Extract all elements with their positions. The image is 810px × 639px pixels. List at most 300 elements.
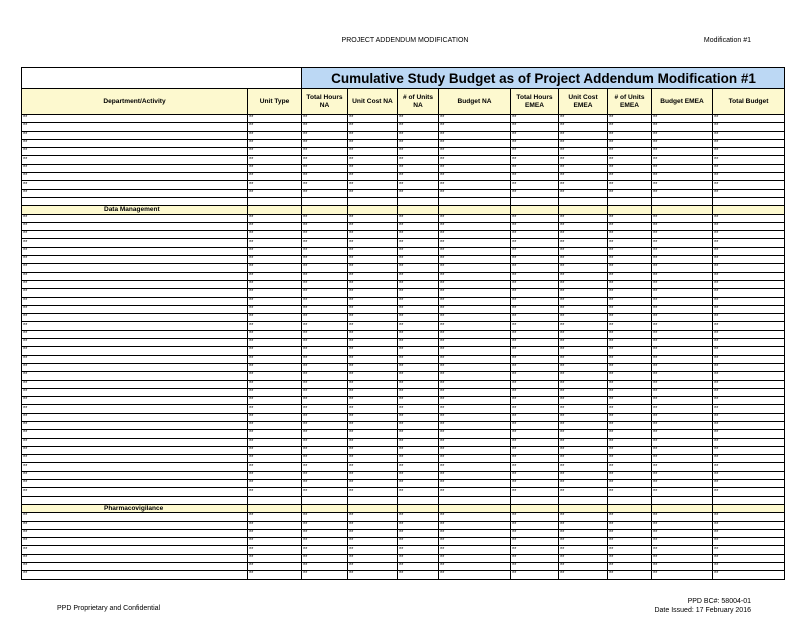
table-cell: **: [248, 372, 302, 380]
table-cell: **: [22, 413, 248, 421]
table-cell: **: [22, 247, 248, 255]
empty-cell: [248, 496, 302, 504]
table-cell: **: [652, 413, 713, 421]
table-cell: **: [22, 455, 248, 463]
table-cell: **: [248, 131, 302, 139]
table-cell: **: [22, 471, 248, 479]
table-row: [22, 247, 785, 255]
section-cell: [608, 504, 652, 512]
table-cell: **: [713, 430, 785, 438]
table-row: [22, 289, 785, 297]
table-cell: **: [248, 388, 302, 396]
table-cell: **: [439, 289, 511, 297]
table-row: [22, 297, 785, 305]
table-cell: **: [22, 397, 248, 405]
table-cell: **: [713, 446, 785, 454]
table-cell: **: [559, 480, 608, 488]
table-cell: **: [348, 397, 398, 405]
table-cell: **: [248, 513, 302, 521]
table-cell: **: [22, 438, 248, 446]
table-cell: **: [22, 231, 248, 239]
table-cell: **: [713, 421, 785, 429]
table-cell: **: [398, 131, 439, 139]
separator-row: [22, 496, 785, 504]
table-row: [22, 156, 785, 164]
table-cell: **: [398, 272, 439, 280]
table-cell: **: [608, 189, 652, 197]
table-cell: **: [302, 380, 348, 388]
table-cell: **: [22, 488, 248, 496]
table-cell: **: [713, 438, 785, 446]
table-cell: **: [348, 139, 398, 147]
table-cell: **: [22, 156, 248, 164]
table-cell: **: [439, 521, 511, 529]
table-cell: **: [608, 231, 652, 239]
table-cell: **: [398, 314, 439, 322]
table-cell: **: [559, 339, 608, 347]
table-cell: **: [439, 430, 511, 438]
table-cell: **: [439, 372, 511, 380]
table-cell: **: [248, 297, 302, 305]
budget-table: [21, 67, 785, 580]
table-row: [22, 380, 785, 388]
table-cell: **: [22, 314, 248, 322]
table-cell: **: [511, 513, 559, 521]
section-cell: [559, 504, 608, 512]
table-row: [22, 397, 785, 405]
table-cell: **: [559, 521, 608, 529]
table-cell: **: [608, 115, 652, 123]
table-cell: **: [559, 347, 608, 355]
table-cell: **: [511, 563, 559, 571]
table-cell: **: [398, 339, 439, 347]
table-title-row: [22, 68, 785, 89]
table-cell: **: [22, 181, 248, 189]
table-cell: **: [511, 471, 559, 479]
table-cell: **: [348, 181, 398, 189]
table-cell: **: [248, 363, 302, 371]
table-cell: **: [398, 455, 439, 463]
table-cell: **: [559, 421, 608, 429]
table-cell: **: [559, 405, 608, 413]
table-cell: **: [713, 513, 785, 521]
table-row: [22, 115, 785, 123]
table-cell: **: [652, 380, 713, 388]
table-cell: **: [348, 446, 398, 454]
table-cell: **: [713, 322, 785, 330]
table-row: [22, 538, 785, 546]
table-cell: **: [302, 297, 348, 305]
table-row: [22, 372, 785, 380]
table-cell: **: [511, 455, 559, 463]
section-cell: [398, 206, 439, 214]
table-cell: **: [608, 355, 652, 363]
table-cell: **: [248, 239, 302, 247]
table-cell: **: [559, 463, 608, 471]
table-cell: **: [608, 314, 652, 322]
table-cell: **: [302, 538, 348, 546]
table-cell: **: [511, 421, 559, 429]
table-cell: **: [559, 272, 608, 280]
footer-doc-info: [654, 598, 751, 615]
table-cell: **: [511, 488, 559, 496]
table-cell: **: [608, 305, 652, 313]
section-name: Data Management: [22, 206, 248, 214]
table-cell: **: [439, 363, 511, 371]
table-cell: **: [248, 289, 302, 297]
table-cell: **: [248, 272, 302, 280]
table-cell: **: [302, 529, 348, 537]
table-cell: **: [713, 297, 785, 305]
table-cell: **: [302, 563, 348, 571]
table-cell: **: [511, 231, 559, 239]
table-cell: **: [652, 256, 713, 264]
table-cell: **: [559, 131, 608, 139]
table-cell: **: [713, 397, 785, 405]
table-cell: **: [348, 280, 398, 288]
table-cell: **: [608, 430, 652, 438]
table-cell: **: [248, 563, 302, 571]
empty-cell: [713, 496, 785, 504]
table-cell: **: [559, 305, 608, 313]
empty-cell: [652, 197, 713, 205]
table-cell: **: [608, 339, 652, 347]
table-cell: **: [398, 380, 439, 388]
section-cell: [439, 504, 511, 512]
table-cell: **: [559, 380, 608, 388]
table-cell: **: [713, 256, 785, 264]
table-cell: **: [398, 115, 439, 123]
table-cell: **: [608, 488, 652, 496]
table-cell: **: [248, 347, 302, 355]
table-cell: **: [652, 538, 713, 546]
empty-cell: [559, 197, 608, 205]
table-cell: **: [559, 488, 608, 496]
table-cell: **: [248, 463, 302, 471]
table-cell: **: [608, 513, 652, 521]
table-row: [22, 148, 785, 156]
table-cell: **: [398, 214, 439, 222]
table-cell: **: [511, 256, 559, 264]
table-row: [22, 264, 785, 272]
table-cell: **: [652, 280, 713, 288]
table-cell: **: [398, 480, 439, 488]
table-cell: **: [608, 380, 652, 388]
table-cell: **: [608, 264, 652, 272]
table-cell: **: [439, 305, 511, 313]
table-cell: **: [248, 164, 302, 172]
table-row: [22, 131, 785, 139]
table-row: [22, 256, 785, 264]
table-cell: **: [302, 156, 348, 164]
table-cell: **: [511, 173, 559, 181]
table-cell: **: [652, 330, 713, 338]
table-cell: **: [302, 421, 348, 429]
table-cell: **: [511, 239, 559, 247]
table-cell: **: [559, 388, 608, 396]
table-cell: **: [348, 563, 398, 571]
table-cell: **: [511, 214, 559, 222]
table-cell: **: [348, 305, 398, 313]
table-cell: **: [248, 330, 302, 338]
table-cell: **: [439, 413, 511, 421]
table-cell: **: [713, 314, 785, 322]
table-cell: **: [511, 430, 559, 438]
table-cell: **: [713, 388, 785, 396]
table-cell: **: [348, 330, 398, 338]
table-cell: **: [398, 330, 439, 338]
table-cell: **: [559, 446, 608, 454]
table-cell: **: [439, 554, 511, 562]
table-cell: **: [439, 405, 511, 413]
table-cell: **: [248, 397, 302, 405]
table-cell: **: [652, 264, 713, 272]
table-row: [22, 272, 785, 280]
table-cell: **: [302, 173, 348, 181]
table-cell: **: [348, 546, 398, 554]
table-cell: **: [559, 239, 608, 247]
table-cell: **: [713, 463, 785, 471]
table-cell: **: [652, 222, 713, 230]
table-cell: **: [439, 231, 511, 239]
table-cell: **: [398, 264, 439, 272]
table-cell: **: [398, 438, 439, 446]
table-cell: **: [348, 455, 398, 463]
table-cell: **: [348, 231, 398, 239]
table-cell: **: [348, 131, 398, 139]
table-cell: **: [511, 305, 559, 313]
table-cell: **: [439, 280, 511, 288]
table-cell: **: [608, 463, 652, 471]
table-cell: **: [398, 546, 439, 554]
section-cell: [713, 504, 785, 512]
table-cell: **: [559, 289, 608, 297]
table-cell: **: [348, 388, 398, 396]
table-cell: **: [608, 289, 652, 297]
table-cell: **: [398, 247, 439, 255]
table-cell: **: [348, 430, 398, 438]
table-cell: **: [398, 421, 439, 429]
table-cell: **: [439, 181, 511, 189]
table-cell: **: [398, 173, 439, 181]
table-cell: **: [302, 405, 348, 413]
table-cell: **: [348, 272, 398, 280]
table-cell: **: [248, 156, 302, 164]
table-row: [22, 421, 785, 429]
table-cell: **: [652, 438, 713, 446]
table-cell: **: [248, 264, 302, 272]
table-cell: **: [559, 156, 608, 164]
section-cell: [713, 206, 785, 214]
table-cell: **: [302, 131, 348, 139]
table-cell: **: [248, 471, 302, 479]
table-cell: **: [439, 264, 511, 272]
table-cell: **: [608, 272, 652, 280]
table-cell: **: [398, 529, 439, 537]
table-cell: **: [398, 554, 439, 562]
table-cell: **: [652, 305, 713, 313]
separator-row: [22, 197, 785, 205]
table-cell: **: [398, 156, 439, 164]
table-cell: **: [559, 314, 608, 322]
table-cell: **: [398, 372, 439, 380]
table-cell: **: [652, 214, 713, 222]
table-cell: **: [439, 546, 511, 554]
table-cell: **: [559, 513, 608, 521]
table-cell: **: [511, 339, 559, 347]
table-cell: **: [398, 148, 439, 156]
table-row: [22, 455, 785, 463]
table-cell: **: [22, 173, 248, 181]
table-cell: **: [302, 355, 348, 363]
table-cell: **: [559, 455, 608, 463]
table-cell: **: [559, 189, 608, 197]
table-cell: **: [439, 388, 511, 396]
table-cell: **: [511, 438, 559, 446]
table-cell: **: [348, 355, 398, 363]
table-cell: **: [652, 421, 713, 429]
table-cell: **: [652, 156, 713, 164]
table-cell: **: [439, 538, 511, 546]
table-cell: **: [439, 256, 511, 264]
empty-cell: [439, 197, 511, 205]
table-row: [22, 222, 785, 230]
table-cell: **: [348, 529, 398, 537]
empty-cell: [398, 197, 439, 205]
table-cell: **: [713, 330, 785, 338]
table-row: [22, 471, 785, 479]
table-cell: **: [398, 563, 439, 571]
section-cell: [248, 206, 302, 214]
table-cell: **: [302, 372, 348, 380]
table-cell: **: [248, 189, 302, 197]
table-cell: **: [652, 339, 713, 347]
table-cell: **: [652, 115, 713, 123]
table-cell: **: [511, 463, 559, 471]
empty-cell: [22, 197, 248, 205]
table-cell: **: [559, 529, 608, 537]
table-cell: **: [608, 322, 652, 330]
table-cell: **: [348, 297, 398, 305]
section-cell: [559, 206, 608, 214]
table-cell: **: [713, 181, 785, 189]
table-cell: **: [608, 388, 652, 396]
table-row: [22, 189, 785, 197]
footer-bc-number: PPD BC#: 58004-01: [687, 598, 751, 605]
table-cell: **: [652, 189, 713, 197]
table-cell: **: [439, 131, 511, 139]
table-cell: **: [511, 164, 559, 172]
table-cell: **: [511, 289, 559, 297]
table-cell: **: [439, 164, 511, 172]
table-cell: **: [439, 347, 511, 355]
empty-cell: [22, 496, 248, 504]
table-cell: **: [713, 355, 785, 363]
table-row: [22, 438, 785, 446]
table-cell: **: [713, 247, 785, 255]
table-cell: **: [398, 222, 439, 230]
table-cell: **: [348, 363, 398, 371]
table-cell: **: [439, 339, 511, 347]
section-cell: [511, 206, 559, 214]
table-cell: **: [652, 173, 713, 181]
table-cell: **: [248, 222, 302, 230]
table-cell: **: [439, 463, 511, 471]
table-cell: **: [511, 405, 559, 413]
table-cell: **: [608, 397, 652, 405]
table-cell: **: [559, 231, 608, 239]
table-cell: **: [652, 480, 713, 488]
table-cell: **: [559, 148, 608, 156]
table-cell: **: [713, 488, 785, 496]
column-header-row: [22, 89, 785, 115]
table-cell: **: [608, 139, 652, 147]
table-cell: **: [439, 471, 511, 479]
table-row: [22, 181, 785, 189]
table-cell: **: [302, 214, 348, 222]
empty-cell: [348, 496, 398, 504]
table-row: [22, 563, 785, 571]
table-cell: **: [348, 222, 398, 230]
table-cell: **: [559, 181, 608, 189]
table-cell: **: [302, 546, 348, 554]
table-cell: **: [713, 173, 785, 181]
table-cell: **: [348, 480, 398, 488]
empty-cell: [398, 496, 439, 504]
table-cell: **: [713, 339, 785, 347]
table-cell: **: [248, 488, 302, 496]
table-cell: **: [652, 123, 713, 131]
table-cell: **: [559, 280, 608, 288]
table-cell: **: [439, 222, 511, 230]
table-cell: **: [559, 173, 608, 181]
table-cell: **: [511, 280, 559, 288]
table-cell: **: [713, 123, 785, 131]
table-cell: **: [511, 363, 559, 371]
table-cell: **: [652, 513, 713, 521]
table-cell: **: [348, 156, 398, 164]
table-cell: **: [439, 480, 511, 488]
table-cell: **: [398, 413, 439, 421]
table-cell: **: [348, 571, 398, 579]
section-cell: [511, 504, 559, 512]
table-cell: **: [439, 272, 511, 280]
table-cell: **: [608, 222, 652, 230]
table-cell: **: [439, 397, 511, 405]
table-cell: **: [398, 488, 439, 496]
table-cell: **: [348, 413, 398, 421]
table-cell: **: [398, 463, 439, 471]
table-cell: **: [302, 480, 348, 488]
table-row: [22, 363, 785, 371]
table-cell: **: [511, 538, 559, 546]
table-cell: **: [608, 571, 652, 579]
table-cell: **: [302, 471, 348, 479]
table-row: [22, 413, 785, 421]
table-row: [22, 280, 785, 288]
table-row: [22, 139, 785, 147]
section-cell: [302, 504, 348, 512]
table-cell: **: [302, 139, 348, 147]
table-cell: **: [398, 471, 439, 479]
table-cell: **: [22, 322, 248, 330]
table-cell: **: [248, 480, 302, 488]
table-cell: **: [302, 280, 348, 288]
table-cell: **: [608, 521, 652, 529]
section-header-row: [22, 206, 785, 214]
table-cell: **: [398, 164, 439, 172]
table-row: [22, 339, 785, 347]
